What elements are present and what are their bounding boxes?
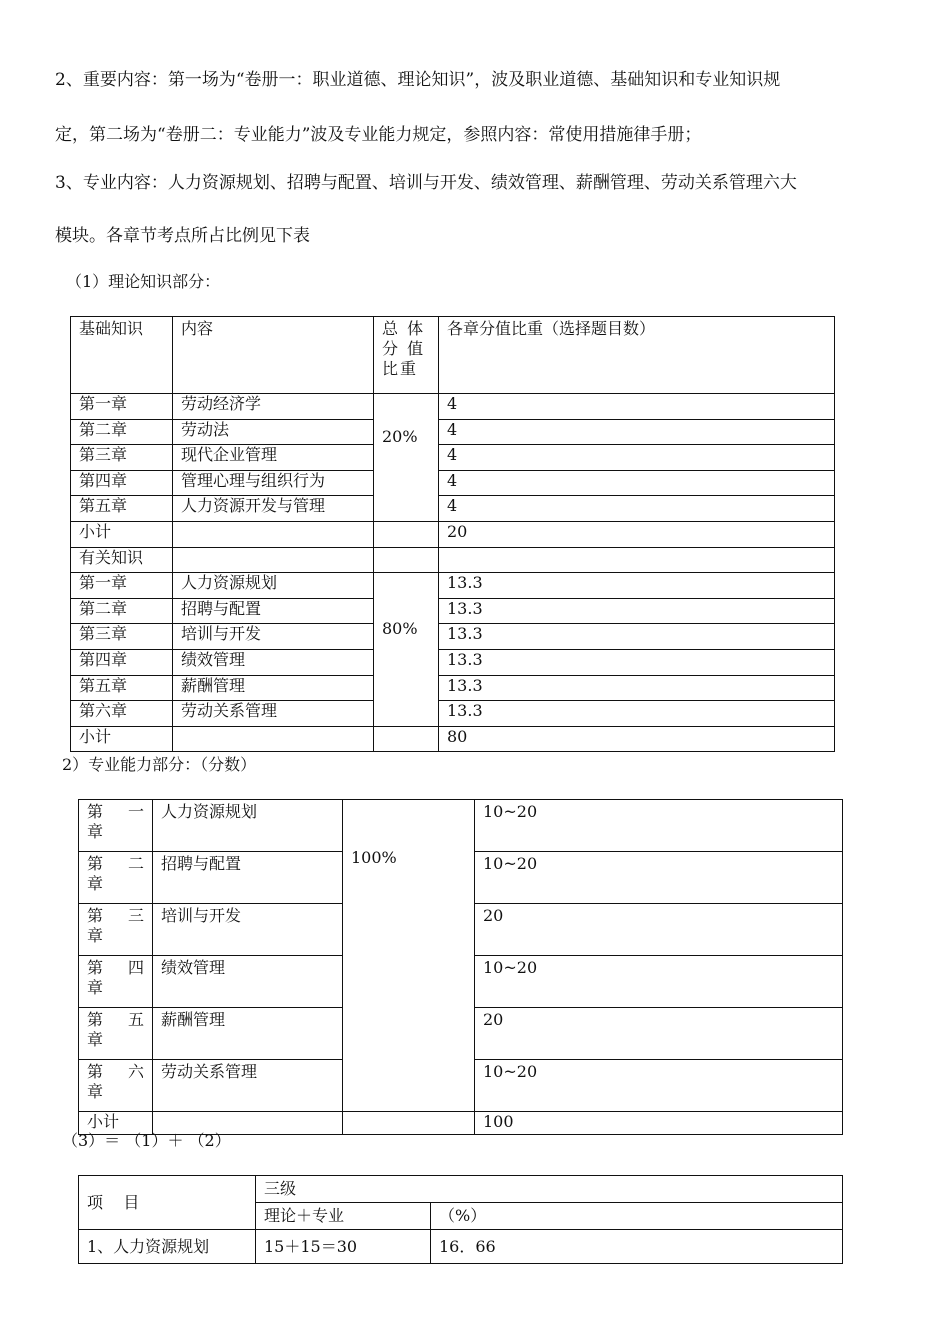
chapter-char: 第 — [87, 802, 104, 821]
header-total-weight: 总 体 分 值 比重 — [374, 317, 439, 394]
chapter-cell: 第三章 — [71, 624, 173, 650]
chapter-char: 第 — [87, 854, 104, 873]
value-cell: 13.3 — [439, 701, 835, 727]
chapter-cell — [79, 1060, 153, 1112]
content-cell: 劳动关系管理 — [153, 1060, 343, 1112]
item-header: 项 目 — [79, 1176, 256, 1230]
col-b-header: （%） — [431, 1203, 843, 1230]
value-cell: 4 — [439, 445, 835, 471]
level-table — [78, 1175, 843, 1264]
chapter-char: 第 — [87, 958, 104, 977]
table-row — [71, 496, 835, 522]
content-cell: 薪酬管理 — [173, 675, 374, 701]
chapter-num: 五 — [127, 1010, 144, 1029]
content-cell: 绩效管理 — [153, 956, 343, 1008]
content-cell: 招聘与配置 — [153, 852, 343, 904]
chapter-cell: 第五章 — [71, 496, 173, 522]
empty-cell — [374, 521, 439, 547]
value-cell: 13.3 — [439, 573, 835, 599]
theory-table — [70, 316, 835, 752]
chapter-num: 六 — [127, 1062, 144, 1081]
related-weight: 80% — [382, 619, 418, 639]
table-row — [71, 470, 835, 496]
a-cell: 15＋15＝30 — [256, 1230, 431, 1264]
chapter-cell: 第六章 — [71, 701, 173, 727]
content-cell: 现代企业管理 — [173, 445, 374, 471]
subtotal-label: 小计 — [71, 521, 173, 547]
subtotal-value: 100 — [475, 1112, 843, 1135]
table-row — [71, 419, 835, 445]
col-a-header: 理论＋专业 — [256, 1203, 431, 1230]
weight-cell — [343, 800, 475, 1112]
empty-cell — [343, 1112, 475, 1135]
chapter-num: 三 — [127, 906, 144, 925]
chapter-cell — [79, 956, 153, 1008]
header-chapter-weight: 各章分值比重（选择题目数） — [439, 317, 835, 394]
value-cell: 4 — [439, 419, 835, 445]
chapter-cell: 第一章 — [71, 394, 173, 420]
chapter-char: 章 — [87, 978, 104, 997]
content-cell: 人力资源规划 — [173, 573, 374, 599]
chapter-char: 章 — [87, 926, 104, 945]
chapter-char: 章 — [87, 1030, 104, 1049]
chapter-cell — [79, 800, 153, 852]
basic-weight: 20% — [382, 427, 418, 447]
value-cell: 20 — [475, 904, 843, 956]
total-weight: 100% — [351, 848, 397, 867]
related-label: 有关知识 — [71, 547, 173, 573]
empty-cell — [173, 521, 374, 547]
chapter-cell — [79, 904, 153, 956]
chapter-char: 第 — [87, 1010, 104, 1029]
item-cell: 1、人力资源规划 — [79, 1230, 256, 1264]
chapter-cell: 第一章 — [71, 573, 173, 599]
paragraph-line-4: 模块。各章节考点所占比例见下表 — [55, 226, 310, 246]
level-header: 三级 — [256, 1176, 843, 1203]
content-cell: 培训与开发 — [153, 904, 343, 956]
table-row — [71, 649, 835, 675]
subtotal-value: 80 — [439, 726, 835, 752]
chapter-char: 章 — [87, 1082, 104, 1101]
chapter-char: 章 — [87, 874, 104, 893]
subtotal-row — [71, 521, 835, 547]
value-cell: 4 — [439, 394, 835, 420]
content-cell: 培训与开发 — [173, 624, 374, 650]
chapter-cell: 第五章 — [71, 675, 173, 701]
chapter-num: 二 — [127, 854, 144, 873]
content-cell: 劳动经济学 — [173, 394, 374, 420]
value-cell: 10~20 — [475, 852, 843, 904]
content-cell: 人力资源开发与管理 — [173, 496, 374, 522]
table-row — [71, 394, 835, 420]
table-row — [71, 598, 835, 624]
chapter-char: 第 — [87, 906, 104, 925]
table-row — [71, 573, 835, 599]
subtotal-row — [71, 726, 835, 752]
caption-theory: （1）理论知识部分： — [66, 272, 221, 291]
subtotal-label: 小计 — [79, 1112, 153, 1135]
chapter-cell — [79, 1008, 153, 1060]
b-cell: 16．66 — [431, 1230, 843, 1264]
empty-cell — [439, 547, 835, 573]
value-cell: 13.3 — [439, 624, 835, 650]
chapter-cell: 第三章 — [71, 445, 173, 471]
value-cell: 13.3 — [439, 598, 835, 624]
header-content: 内容 — [173, 317, 374, 394]
chapter-num: 一 — [127, 802, 144, 821]
value-cell: 10~20 — [475, 1060, 843, 1112]
table-row — [71, 675, 835, 701]
table-header-row — [79, 1176, 843, 1203]
content-cell: 绩效管理 — [173, 649, 374, 675]
table-row — [71, 445, 835, 471]
content-cell: 人力资源规划 — [153, 800, 343, 852]
chapter-char: 第 — [87, 1062, 104, 1081]
content-cell: 薪酬管理 — [153, 1008, 343, 1060]
value-cell: 10~20 — [475, 956, 843, 1008]
value-cell: 20 — [475, 1008, 843, 1060]
content-cell: 劳动关系管理 — [173, 701, 374, 727]
value-cell: 4 — [439, 496, 835, 522]
header-basic: 基础知识 — [71, 317, 173, 394]
chapter-cell: 第二章 — [71, 419, 173, 445]
empty-cell — [374, 726, 439, 752]
chapter-cell — [79, 852, 153, 904]
value-cell: 13.3 — [439, 675, 835, 701]
table-header-row — [71, 317, 835, 394]
chapter-char: 章 — [87, 822, 104, 841]
table-row — [79, 1230, 843, 1264]
content-cell: 劳动法 — [173, 419, 374, 445]
value-cell: 13.3 — [439, 649, 835, 675]
table-row — [71, 624, 835, 650]
value-cell: 4 — [439, 470, 835, 496]
chapter-cell: 第四章 — [71, 649, 173, 675]
caption-formula: （3）＝ （1）＋ （2） — [62, 1131, 231, 1150]
content-cell: 招聘与配置 — [173, 598, 374, 624]
caption-professional: 2）专业能力部分：（分数） — [62, 755, 257, 774]
basic-weight-cell — [374, 394, 439, 522]
chapter-cell: 第二章 — [71, 598, 173, 624]
empty-cell — [173, 547, 374, 573]
table-row — [79, 800, 843, 852]
section-row — [71, 547, 835, 573]
paragraph-line-1: 2、重要内容：第一场为“卷册一：职业道德、理论知识”，波及职业道德、基础知识和专业知识规 — [55, 70, 781, 90]
value-cell: 10~20 — [475, 800, 843, 852]
chapter-cell: 第四章 — [71, 470, 173, 496]
chapter-num: 四 — [127, 958, 144, 977]
professional-table — [78, 799, 843, 1135]
empty-cell — [173, 726, 374, 752]
subtotal-label: 小计 — [71, 726, 173, 752]
empty-cell — [374, 547, 439, 573]
related-weight-cell — [374, 573, 439, 727]
table-row — [71, 701, 835, 727]
content-cell: 管理心理与组织行为 — [173, 470, 374, 496]
paragraph-line-3: 3、专业内容：人力资源规划、招聘与配置、培训与开发、绩效管理、薪酬管理、劳动关系管理六大 — [55, 173, 797, 193]
subtotal-value: 20 — [439, 521, 835, 547]
paragraph-line-2: 定，第二场为“卷册二：专业能力”波及专业能力规定，参照内容：常使用措施律手册； — [55, 125, 702, 145]
